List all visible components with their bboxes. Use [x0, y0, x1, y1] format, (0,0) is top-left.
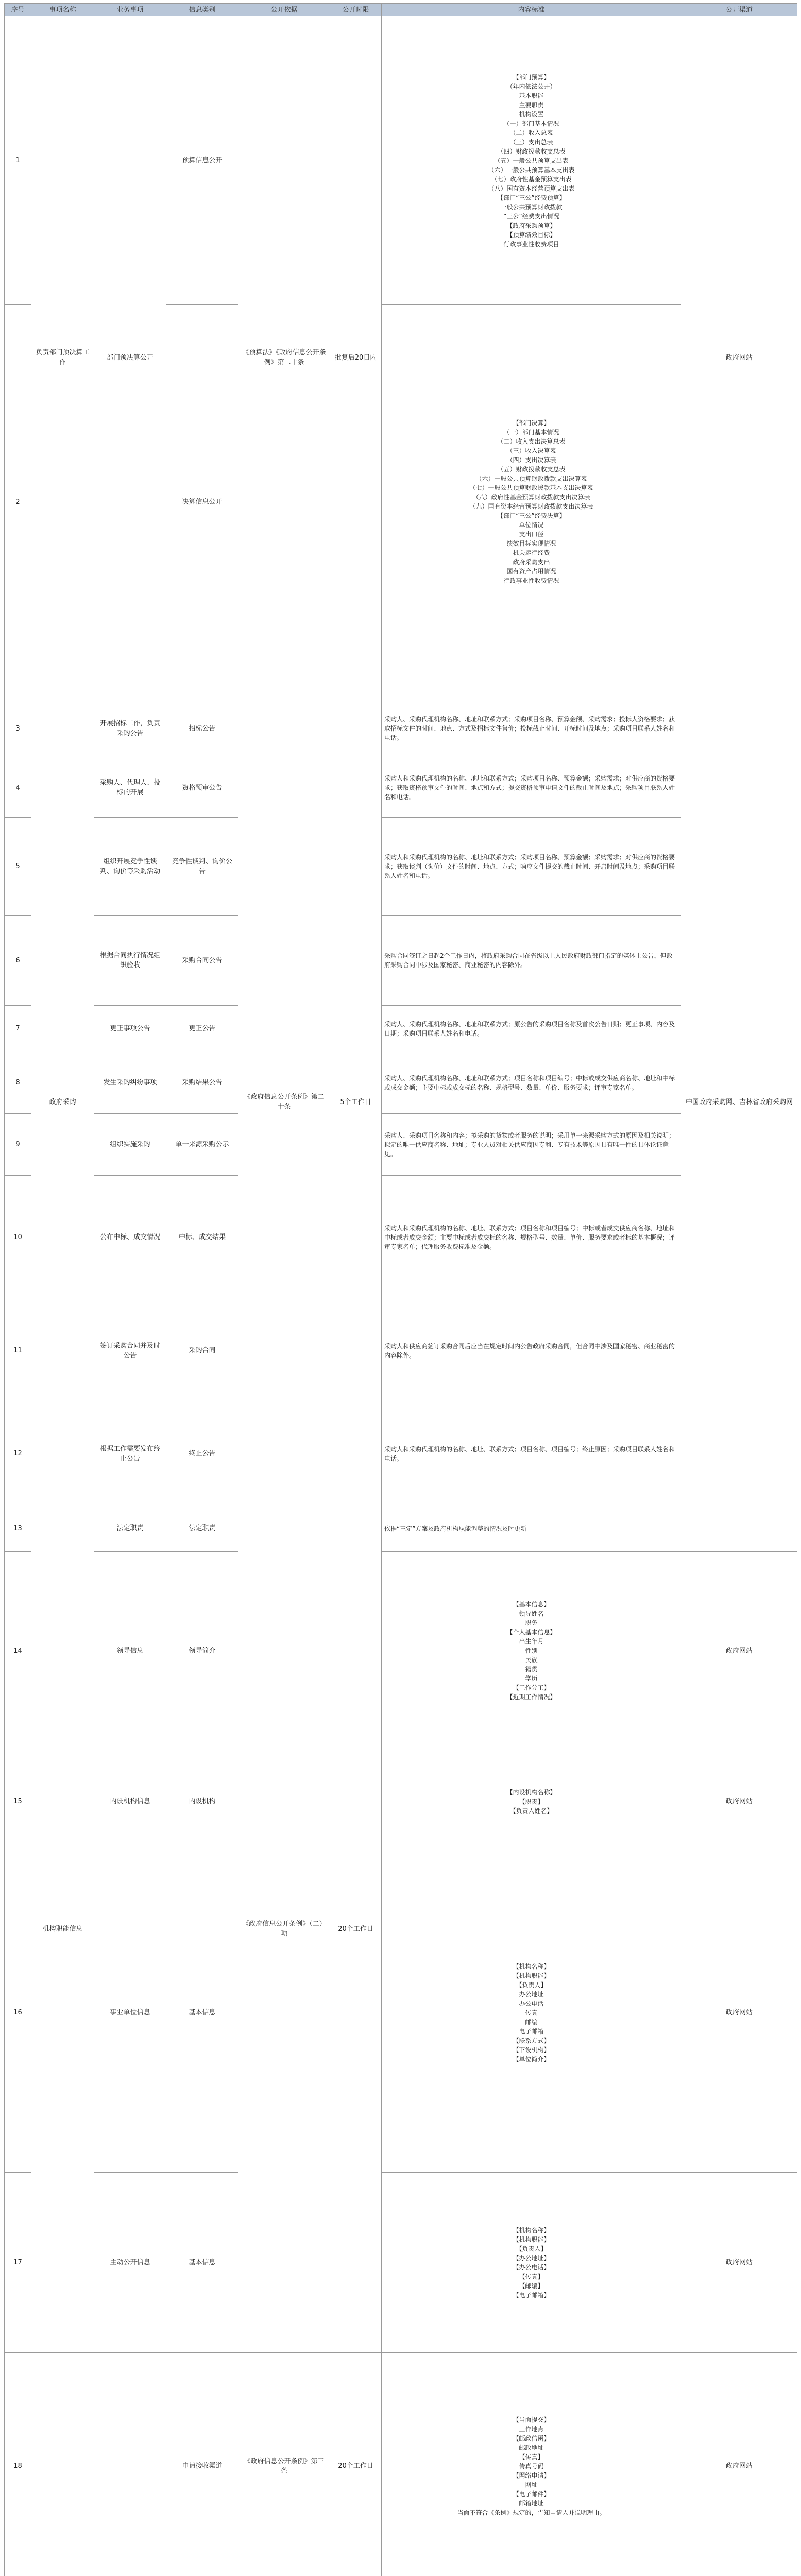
table-row — [5, 916, 797, 1006]
row-category: 基本信息 — [166, 2173, 238, 2353]
row-category: 更正公告 — [166, 1006, 238, 1052]
row-task: 组织开展竞争性谈判、询价等采购活动 — [94, 818, 166, 916]
row-task: 公布中标、成交情况 — [94, 1176, 166, 1299]
table-row — [5, 1006, 797, 1052]
row-basis: 《政府信息公开条例》第二十条 — [238, 699, 330, 1505]
row-no: 1 — [5, 16, 31, 305]
row-no: 9 — [5, 1114, 31, 1176]
row-task: 根据工作需要发布终止公告 — [94, 1402, 166, 1505]
row-content: 【机构名称】 【机构职能】 【负责人】 【办公地址】 【办公电话】 【传真】 【邮编】 【电子邮箱】 — [382, 2173, 681, 2353]
row-category: 领导简介 — [166, 1552, 238, 1750]
table-row — [5, 699, 797, 758]
table-row — [5, 1052, 797, 1114]
row-channel: 政府网站 — [681, 2353, 797, 2576]
row-content: 采购人和采购代理机构的名称、地址、联系方式；项目名称和项目编号；中标或者成交供应商名称、地址和中标或者成交金额；主要中标或者成交标的名称、规格型号、数量、单价、服务要求或者标的基本概况；评审专家名单；代理服务收费标准及金额。 — [382, 1176, 681, 1299]
row-no: 17 — [5, 2173, 31, 2353]
row-channel: 政府网站 — [681, 1853, 797, 2173]
row-task — [94, 2353, 166, 2576]
row-content: 采购合同签订之日起2个工作日内，将政府采购合同在省级以上人民政府财政部门指定的媒体上公告，但政府采购合同中涉及国家秘密、商业秘密的内容除外。 — [382, 916, 681, 1006]
row-content: 采购人、采购项目名称和内容；拟采购的货物或者服务的说明；采用单一来源采购方式的原因及相关说明；拟定的唯一供应商名称、地址；专业人员对相关供应商因专利、专有技术等原因具有唯一性的具体论证意见。 — [382, 1114, 681, 1176]
row-no: 3 — [5, 699, 31, 758]
group-matter: 机构职能信息 — [31, 1505, 94, 2353]
row-task: 法定职责 — [94, 1505, 166, 1552]
col-header-task: 业务事项 — [94, 4, 166, 16]
row-task: 事业单位信息 — [94, 1853, 166, 2173]
row-no: 6 — [5, 916, 31, 1006]
col-header-basis: 公开依据 — [238, 4, 330, 16]
table-row — [5, 2353, 797, 2576]
table-row — [5, 2173, 797, 2353]
row-category: 预算信息公开 — [166, 16, 238, 305]
row-content: 【当面提交】 工作地点 【邮政信函】 邮政地址 【传真】 传真号码 【网络申请】 网址 【电子邮件】 邮箱地址 当面不符合《条例》规定的，告知申请人并说明理由。 — [382, 2353, 681, 2576]
row-no: 16 — [5, 1853, 31, 2173]
col-header-time-limit: 公开时限 — [330, 4, 382, 16]
col-header-content: 内容标准 — [382, 4, 681, 16]
row-task: 发生采购纠纷事项 — [94, 1052, 166, 1114]
row-task: 部门预决算公开 — [94, 16, 166, 699]
group-matter — [31, 2353, 94, 2576]
row-category: 决算信息公开 — [166, 305, 238, 699]
row-task: 更正事项公告 — [94, 1006, 166, 1052]
row-basis: 《政府信息公开条例》（二）项 — [238, 1505, 330, 2353]
row-content: 采购人、采购代理机构名称、地址和联系方式；采购项目名称、预算金额、采购需求；投标人资格要求；获取招标文件的时间、地点、方式及招标文件售价；投标截止时间、开标时间及地点；采购项目联系人姓名和电话。 — [382, 699, 681, 758]
row-content: 【内设机构名称】 【职责】 【负责人姓名】 — [382, 1750, 681, 1853]
disclosure-standards-table — [4, 3, 797, 2576]
row-category: 基本信息 — [166, 1853, 238, 2173]
row-no: 11 — [5, 1299, 31, 1402]
row-category: 招标公告 — [166, 699, 238, 758]
col-header-channel: 公开渠道 — [681, 4, 797, 16]
row-task: 组织实施采购 — [94, 1114, 166, 1176]
row-category: 采购合同公告 — [166, 916, 238, 1006]
row-task: 签订采购合同并及时公告 — [94, 1299, 166, 1402]
table-row — [5, 1552, 797, 1750]
row-task: 领导信息 — [94, 1552, 166, 1750]
row-no: 8 — [5, 1052, 31, 1114]
table-row — [5, 16, 797, 305]
table-row — [5, 1505, 797, 1552]
row-category: 中标、成交结果 — [166, 1176, 238, 1299]
table-row — [5, 1176, 797, 1299]
row-category: 内设机构 — [166, 1750, 238, 1853]
row-task: 开展招标工作，负责采购公告 — [94, 699, 166, 758]
row-content: 采购人和采购代理机构的名称、地址、联系方式；项目名称、项目编号；终止原因；采购项目联系人姓名和电话。 — [382, 1402, 681, 1505]
row-channel — [681, 1505, 797, 1552]
row-content: 依据“三定”方案及政府机构职能调整的情况及时更新 — [382, 1505, 681, 1552]
row-content: 【部门决算】 （一）部门基本情况 （二）收入支出决算总表 （三）收入决算表 （四）支出决算表 （五）财政拨款收支总表 （六）一般公共预算财政拨款支出决算表 （七）一般公共预算财政拨款基本支出决算表 （八）政府性基金预算财政拨款支出决算表 （九）国有资本经营预算财政拨款支出决算表 【部门“三公”经费决算】 单位情况 支出口径 绩效目标实现情况 机关运行经费 政府采购支出 国有资产占用情况 行政事业性收费情况 — [382, 305, 681, 699]
row-channel: 政府网站 — [681, 1552, 797, 1750]
row-task: 采购人、代理人、投标的开展 — [94, 758, 166, 818]
row-no: 4 — [5, 758, 31, 818]
row-category: 竞争性谈判、询价公告 — [166, 818, 238, 916]
row-basis: 《预算法》《政府信息公开条例》第二十条 — [238, 16, 330, 699]
row-no: 13 — [5, 1505, 31, 1552]
row-content: 【基本信息】 领导姓名 职务 【个人基本信息】 出生年月 性别 民族 籍贯 学历 【工作分工】 【近期工作情况】 — [382, 1552, 681, 1750]
row-task: 根据合同执行情况组织验收 — [94, 916, 166, 1006]
row-task: 主动公开信息 — [94, 2173, 166, 2353]
row-content: 采购人和供应商签订采购合同后应当在规定时间内公告政府采购合同，但合同中涉及国家秘密、商业秘密的内容除外。 — [382, 1299, 681, 1402]
table-row — [5, 1114, 797, 1176]
row-task: 内设机构信息 — [94, 1750, 166, 1853]
table-row — [5, 1750, 797, 1853]
row-no: 12 — [5, 1402, 31, 1505]
row-channel: 政府网站 — [681, 16, 797, 699]
col-header-category: 信息类别 — [166, 4, 238, 16]
group-matter: 政府采购 — [31, 699, 94, 1505]
row-no: 2 — [5, 305, 31, 699]
row-category: 法定职责 — [166, 1505, 238, 1552]
row-time-limit: 5个工作日 — [330, 699, 382, 1505]
row-content: 【部门预算】 （年内依法公开） 基本职能 主要职责 机构设置 （一）部门基本情况 （二）收入总表 （三）支出总表 （四）财政拨款收支总表 （五）一般公共预算支出表 （六）一般公共预算基本支出表 （七）政府性基金预算支出表 （八）国有资本经营预算支出表 【部门“三公”经费预算】 一般公共预算财政拨款 “三公”经费支出情况 【政府采购预算】 【预算绩效目标】 行政事业性收费项目 — [382, 16, 681, 305]
row-category: 单一来源采购公示 — [166, 1114, 238, 1176]
table-row — [5, 1299, 797, 1402]
row-content: 采购人和采购代理机构的名称、地址和联系方式；采购项目名称、预算金额；采购需求；对供应商的资格要求；获取资格预审文件的时间、地点和方式；提交资格预审申请文件的截止时间及地点；采购项目联系人姓名和电话。 — [382, 758, 681, 818]
row-no: 7 — [5, 1006, 31, 1052]
row-channel: 政府网站 — [681, 2173, 797, 2353]
row-no: 14 — [5, 1552, 31, 1750]
row-time-limit: 20个工作日 — [330, 1505, 382, 2353]
col-header-no: 序号 — [5, 4, 31, 16]
row-category: 申请接收渠道 — [166, 2353, 238, 2576]
row-category: 采购结果公告 — [166, 1052, 238, 1114]
row-time-limit: 20个工作日 — [330, 2353, 382, 2576]
row-category: 采购合同 — [166, 1299, 238, 1402]
row-no: 18 — [5, 2353, 31, 2576]
table-header-row — [5, 4, 797, 16]
group-matter: 负责部门预决算工作 — [31, 16, 94, 699]
table-row — [5, 1402, 797, 1505]
row-content: 采购人、采购代理机构名称、地址和联系方式；原公告的采购项目名称及首次公告日期；更正事项、内容及日期；采购项目联系人姓名和电话。 — [382, 1006, 681, 1052]
row-channel: 中国政府采购网、吉林省政府采购网 — [681, 699, 797, 1505]
row-content: 采购人、采购代理机构名称、地址和联系方式；项目名称和项目编号；中标或成交供应商名称、地址和中标或成交金额；主要中标或成交标的名称、规格型号、数量、单价、服务要求；评审专家名单。 — [382, 1052, 681, 1114]
row-no: 15 — [5, 1750, 31, 1853]
row-content: 采购人和采购代理机构的名称、地址和联系方式；采购项目名称、预算金额；采购需求；对供应商的资格要求；获取谈判（询价）文件的时间、地点、方式；响应文件提交的截止时间、开启时间及地点；采购项目联系人姓名和电话。 — [382, 818, 681, 916]
row-no: 5 — [5, 818, 31, 916]
row-channel: 政府网站 — [681, 1750, 797, 1853]
row-category: 资格预审公告 — [166, 758, 238, 818]
row-category: 终止公告 — [166, 1402, 238, 1505]
row-basis: 《政府信息公开条例》第三条 — [238, 2353, 330, 2576]
row-content: 【机构名称】 【机构职能】 【负责人】 办公地址 办公电话 传真 邮编 电子邮箱 【联系方式】 【下设机构】 【单位简介】 — [382, 1853, 681, 2173]
table-row — [5, 1853, 797, 2173]
table-row — [5, 758, 797, 818]
col-header-matter: 事项名称 — [31, 4, 94, 16]
row-no: 10 — [5, 1176, 31, 1299]
row-time-limit: 批复后20日内 — [330, 16, 382, 699]
table-row — [5, 818, 797, 916]
